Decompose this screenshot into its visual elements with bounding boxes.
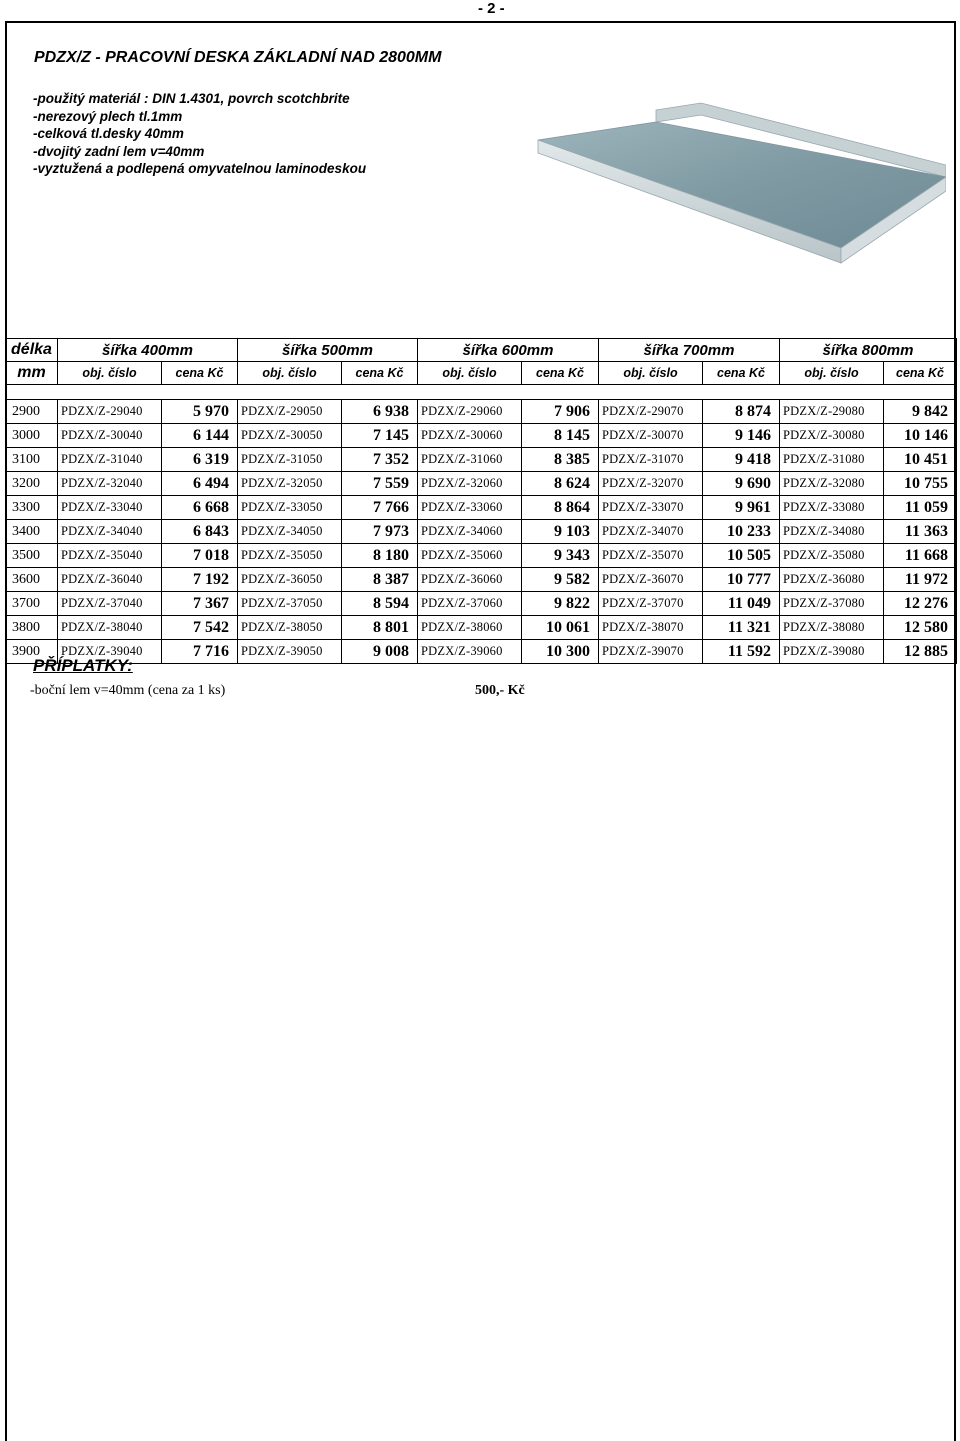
table-row xyxy=(6,496,957,520)
surcharge-item-label: -boční lem v=40mm (cena za 1 ks) xyxy=(30,683,226,698)
order-code: PDZX/Z-30050 xyxy=(238,424,342,448)
price-value: 8 594 xyxy=(342,592,418,616)
order-code: PDZX/Z-30060 xyxy=(418,424,522,448)
table-row xyxy=(6,640,957,664)
width-header-700: šířka 700mm xyxy=(599,339,780,362)
order-code: PDZX/Z-37070 xyxy=(599,592,703,616)
order-code: PDZX/Z-37040 xyxy=(58,592,162,616)
price-value: 10 755 xyxy=(884,472,957,496)
table-row xyxy=(6,424,957,448)
surcharges-title: PŘÍPLATKY: xyxy=(33,656,133,675)
order-code: PDZX/Z-31080 xyxy=(780,448,884,472)
price-value: 7 542 xyxy=(162,616,238,640)
price-value: 11 363 xyxy=(884,520,957,544)
width-header-600: šířka 600mm xyxy=(418,339,599,362)
price-value: 7 973 xyxy=(342,520,418,544)
code-header: obj. číslo xyxy=(238,362,342,385)
product-specs xyxy=(33,90,366,178)
table-row xyxy=(6,592,957,616)
row-length: 2900 xyxy=(6,400,58,424)
price-value: 8 387 xyxy=(342,568,418,592)
price-value: 8 874 xyxy=(703,400,780,424)
price-value: 8 145 xyxy=(522,424,599,448)
code-header: obj. číslo xyxy=(418,362,522,385)
spec-line: -dvojitý zadní lem v=40mm xyxy=(33,143,205,159)
price-value: 9 103 xyxy=(522,520,599,544)
header-row-widths xyxy=(6,339,957,362)
price-value: 11 049 xyxy=(703,592,780,616)
price-value: 8 801 xyxy=(342,616,418,640)
code-header: obj. číslo xyxy=(780,362,884,385)
row-length: 3300 xyxy=(6,496,58,520)
order-code: PDZX/Z-38050 xyxy=(238,616,342,640)
price-value: 8 180 xyxy=(342,544,418,568)
order-code: PDZX/Z-34040 xyxy=(58,520,162,544)
table-row xyxy=(6,472,957,496)
price-value: 6 843 xyxy=(162,520,238,544)
order-code: PDZX/Z-30070 xyxy=(599,424,703,448)
order-code: PDZX/Z-39040 xyxy=(58,640,162,664)
price-value: 7 192 xyxy=(162,568,238,592)
order-code: PDZX/Z-36070 xyxy=(599,568,703,592)
order-code: PDZX/Z-38060 xyxy=(418,616,522,640)
price-table xyxy=(5,338,957,664)
price-value: 8 864 xyxy=(522,496,599,520)
price-header: cena Kč xyxy=(703,362,780,385)
price-value: 10 451 xyxy=(884,448,957,472)
row-length: 3700 xyxy=(6,592,58,616)
order-code: PDZX/Z-29050 xyxy=(238,400,342,424)
price-value: 11 668 xyxy=(884,544,957,568)
price-value: 8 624 xyxy=(522,472,599,496)
order-code: PDZX/Z-37060 xyxy=(418,592,522,616)
row-length: 3000 xyxy=(6,424,58,448)
order-code: PDZX/Z-35040 xyxy=(58,544,162,568)
order-code: PDZX/Z-35060 xyxy=(418,544,522,568)
price-value: 7 367 xyxy=(162,592,238,616)
price-value: 9 690 xyxy=(703,472,780,496)
order-code: PDZX/Z-33080 xyxy=(780,496,884,520)
order-code: PDZX/Z-39050 xyxy=(238,640,342,664)
header-row-columns xyxy=(6,362,957,385)
worktop-product-image xyxy=(536,95,946,270)
order-code: PDZX/Z-33070 xyxy=(599,496,703,520)
order-code: PDZX/Z-39080 xyxy=(780,640,884,664)
price-header: cena Kč xyxy=(884,362,957,385)
order-code: PDZX/Z-35050 xyxy=(238,544,342,568)
order-code: PDZX/Z-34050 xyxy=(238,520,342,544)
order-code: PDZX/Z-33040 xyxy=(58,496,162,520)
price-value: 7 559 xyxy=(342,472,418,496)
row-length: 3100 xyxy=(6,448,58,472)
order-code: PDZX/Z-36060 xyxy=(418,568,522,592)
row-length: 3800 xyxy=(6,616,58,640)
price-value: 6 144 xyxy=(162,424,238,448)
row-length: 3200 xyxy=(6,472,58,496)
length-unit-header: mm xyxy=(6,362,58,385)
price-value: 7 145 xyxy=(342,424,418,448)
price-value: 9 582 xyxy=(522,568,599,592)
order-code: PDZX/Z-37080 xyxy=(780,592,884,616)
order-code: PDZX/Z-37050 xyxy=(238,592,342,616)
order-code: PDZX/Z-34070 xyxy=(599,520,703,544)
price-value: 6 319 xyxy=(162,448,238,472)
width-header-800: šířka 800mm xyxy=(780,339,957,362)
price-value: 10 233 xyxy=(703,520,780,544)
table-row xyxy=(6,616,957,640)
price-value: 9 343 xyxy=(522,544,599,568)
price-value: 6 668 xyxy=(162,496,238,520)
order-code: PDZX/Z-31040 xyxy=(58,448,162,472)
row-length: 3600 xyxy=(6,568,58,592)
price-value: 9 961 xyxy=(703,496,780,520)
order-code: PDZX/Z-33050 xyxy=(238,496,342,520)
row-length: 3900 xyxy=(6,640,58,664)
price-value: 12 276 xyxy=(884,592,957,616)
price-value: 7 906 xyxy=(522,400,599,424)
price-value: 9 146 xyxy=(703,424,780,448)
price-value: 9 008 xyxy=(342,640,418,664)
order-code: PDZX/Z-29060 xyxy=(418,400,522,424)
order-code: PDZX/Z-32050 xyxy=(238,472,342,496)
price-value: 11 321 xyxy=(703,616,780,640)
price-value: 11 592 xyxy=(703,640,780,664)
spec-line: -celková tl.desky 40mm xyxy=(33,126,184,141)
length-header: délka xyxy=(6,339,58,362)
surcharge-item-price: 500,- Kč xyxy=(475,683,525,698)
price-value: 7 766 xyxy=(342,496,418,520)
price-value: 9 842 xyxy=(884,400,957,424)
order-code: PDZX/Z-34060 xyxy=(418,520,522,544)
price-value: 6 938 xyxy=(342,400,418,424)
order-code: PDZX/Z-32040 xyxy=(58,472,162,496)
code-header: obj. číslo xyxy=(58,362,162,385)
price-value: 7 018 xyxy=(162,544,238,568)
row-length: 3400 xyxy=(6,520,58,544)
width-header-500: šířka 500mm xyxy=(238,339,418,362)
order-code: PDZX/Z-36080 xyxy=(780,568,884,592)
table-row xyxy=(6,544,957,568)
price-value: 12 885 xyxy=(884,640,957,664)
spec-line: -použitý materiál : DIN 1.4301, povrch scotchbrite xyxy=(33,91,350,106)
width-header-400: šířka 400mm xyxy=(58,339,238,362)
order-code: PDZX/Z-35080 xyxy=(780,544,884,568)
order-code: PDZX/Z-31050 xyxy=(238,448,342,472)
price-value: 8 385 xyxy=(522,448,599,472)
price-value: 6 494 xyxy=(162,472,238,496)
order-code: PDZX/Z-30080 xyxy=(780,424,884,448)
order-code: PDZX/Z-36050 xyxy=(238,568,342,592)
order-code: PDZX/Z-39070 xyxy=(599,640,703,664)
price-header: cena Kč xyxy=(162,362,238,385)
order-code: PDZX/Z-34080 xyxy=(780,520,884,544)
spec-line: -nerezový plech tl.1mm xyxy=(33,108,183,124)
price-value: 10 300 xyxy=(522,640,599,664)
table-row xyxy=(6,520,957,544)
order-code: PDZX/Z-32080 xyxy=(780,472,884,496)
price-value: 10 146 xyxy=(884,424,957,448)
price-value: 9 822 xyxy=(522,592,599,616)
code-header: obj. číslo xyxy=(599,362,703,385)
page-number: - 2 - xyxy=(478,0,505,17)
table-body xyxy=(6,400,957,664)
order-code: PDZX/Z-38080 xyxy=(780,616,884,640)
table-row xyxy=(6,448,957,472)
table-row xyxy=(6,568,957,592)
order-code: PDZX/Z-33060 xyxy=(418,496,522,520)
table-row xyxy=(6,400,957,424)
price-header: cena Kč xyxy=(342,362,418,385)
order-code: PDZX/Z-36040 xyxy=(58,568,162,592)
table-header xyxy=(6,339,957,400)
order-code: PDZX/Z-39060 xyxy=(418,640,522,664)
order-code: PDZX/Z-38040 xyxy=(58,616,162,640)
price-value: 11 059 xyxy=(884,496,957,520)
row-length: 3500 xyxy=(6,544,58,568)
order-code: PDZX/Z-31060 xyxy=(418,448,522,472)
header-spacer xyxy=(6,385,957,400)
order-code: PDZX/Z-29070 xyxy=(599,400,703,424)
price-value: 7 716 xyxy=(162,640,238,664)
order-code: PDZX/Z-31070 xyxy=(599,448,703,472)
order-code: PDZX/Z-29080 xyxy=(780,400,884,424)
price-value: 12 580 xyxy=(884,616,957,640)
price-value: 10 505 xyxy=(703,544,780,568)
price-value: 11 972 xyxy=(884,568,957,592)
price-value: 9 418 xyxy=(703,448,780,472)
price-header: cena Kč xyxy=(522,362,599,385)
order-code: PDZX/Z-32060 xyxy=(418,472,522,496)
order-code: PDZX/Z-29040 xyxy=(58,400,162,424)
product-title: PDZX/Z - PRACOVNÍ DESKA ZÁKLADNÍ NAD 2800MM xyxy=(34,49,442,66)
price-value: 10 061 xyxy=(522,616,599,640)
price-value: 10 777 xyxy=(703,568,780,592)
order-code: PDZX/Z-30040 xyxy=(58,424,162,448)
order-code: PDZX/Z-38070 xyxy=(599,616,703,640)
order-code: PDZX/Z-35070 xyxy=(599,544,703,568)
price-value: 7 352 xyxy=(342,448,418,472)
price-value: 5 970 xyxy=(162,400,238,424)
spec-line: -vyztužená a podlepená omyvatelnou laminodeskou xyxy=(33,161,367,176)
order-code: PDZX/Z-32070 xyxy=(599,472,703,496)
